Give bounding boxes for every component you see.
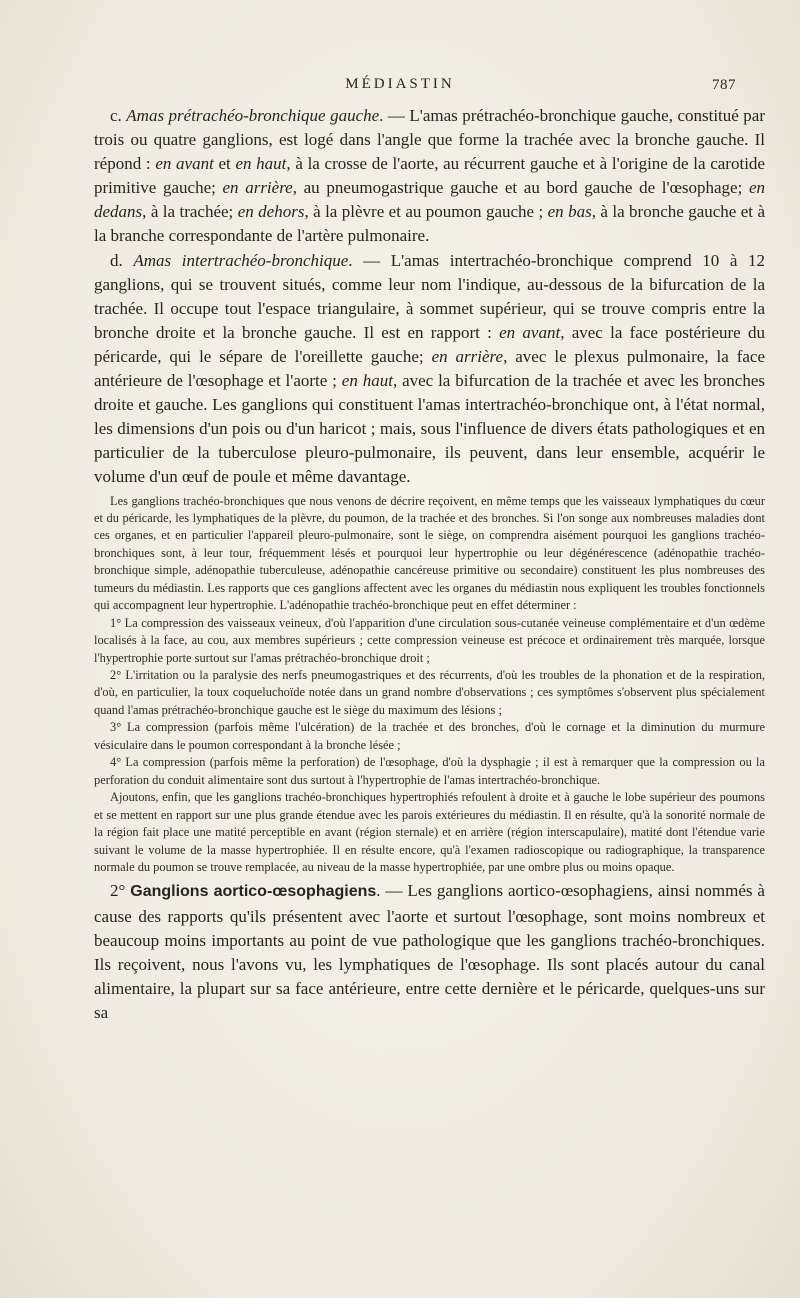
text-run-italic: en arrière	[431, 346, 504, 366]
paragraph-intertracheobronchial	[94, 249, 765, 490]
text-run-italic: en haut	[235, 154, 287, 174]
text-run: , à la trachée;	[142, 202, 238, 222]
text-run: c.	[110, 106, 127, 125]
text-run-italic: en dehors	[237, 202, 305, 222]
text-run: , à la bronche gauche et à la branche correspondante de l'artère pulmonaire.	[94, 202, 765, 246]
small-print-intro: Les ganglions trachéo-bronchiques que nous venons de décrire reçoivent, en même temps que les vaisseaux lymphatiques du cœur et du péricarde, les lymphatiques de la plèvre, du poumon, de la trachée et des bronches. Si l'on songe aux nombreuses maladies dont ces organes, et en particulier l'appareil pleuro-pulmonaire, sont le siège, on comprendra aisément pourquoi les ganglions trachéo-bronchiques sont, à leur tour, fréquemment lésés et pourquoi leur hypertrophie ou leur dégénérescence (adénopathie trachéo-bronchique simple, adénopathie tuberculeuse, adénopathie cancéreuse primitive ou secondaire) constituent les plus nombreuses des tumeurs du médiastin. Les rapports que ces ganglions affectent avec les organes du médiastin nous expliquent les troubles fonctionnels qui accompagnent leur hypertrophie. L'adénopathie trachéo-bronchique peut en effet déterminer :	[94, 493, 765, 613]
text-run: . — L'amas prétrachéo-bronchique gauche, constitué par trois ou quatre ganglions, est logé dans l'angle que forme la trachée avec la bronche gauche. Il répond :	[94, 106, 766, 174]
text-run-italic: en dedans	[94, 178, 765, 222]
text-run-italic: en avant	[499, 322, 561, 342]
small-print-item-4: 4° La compression (parfois même la perforation) de l'œsophage, d'où la dysphagie ; il est à remarquer que la compression ou la perforation du conduit alimentaire sont dus surtout à l'hypertrophie de l'amas intertrachéo-bronchique.	[94, 755, 765, 787]
text-run: , avec la bifurcation de la trachée et avec les bronches droite et gauche. Les ganglions qui constituent l'amas intertrachéo-bronchique ont, à l'état normal, les dimensions d'un pois ou d'un haricot ; mais, sous l'influence de divers états pathologiques et en particulier de la tuberculose pleuro-pulmonaire, ils peuvent, dans leur ensemble, acquérir le volume d'un œuf de poule et même davantage.	[94, 371, 765, 487]
section-title: Amas prétrachéo-bronchique gauche	[126, 106, 380, 125]
text-run: et	[213, 154, 236, 174]
text-run: . — L'amas intertrachéo-bronchique comprend 10 à 12 ganglions, qui se trouvent situés, comme leur nom l'indique, au-dessous de la bifurcation de la trachée. Il occupe tout l'espace triangulaire, à sommet supérieur, qui se trouve compris entre la bronche droite et la bronche gauche. Il est en rapport :	[94, 250, 766, 342]
small-print-closing: Ajoutons, enfin, que les ganglions trachéo-bronchiques hypertrophiés refoulent à droite et à gauche le lobe supérieur des poumons et se mettent en rapport sur une plus grande étendue avec les parois extérieures du médiastin. Il en résulte, qu'à la sonorité normale de la région fait place une matité perceptible en avant (région sternale) et en arrière (région interscapulaire), matité dont l'étendue varie suivant le volume de la masse hypertrophiée. Il en résulte encore, qu'à l'examen radioscopique ou radiographique, la transparence normale du poumon se trouve remplacée, au niveau de la masse hypertrophiée, par une ombre plus ou moins opaque.	[94, 790, 765, 875]
text-run: , au pneumogastrique gauche et au bord gauche de l'œsophage;	[292, 178, 749, 198]
text-run-italic: en avant	[155, 154, 214, 174]
section-title: Amas intertrachéo-bronchique	[133, 250, 349, 270]
paragraph-prebronchial-left	[94, 104, 765, 249]
text-run: d.	[110, 250, 134, 270]
small-print-item-2: 2° L'irritation ou la paralysie des nerfs pneumogastriques et des récurrents, d'où les troubles de la phonation et de la respiration, d'où, en particulier, la toux coqueluchoïde notée dans un grand nombre d'observations ; ces symptômes s'observent plus spécialement quand l'amas prétrachéo-bronchique gauche est le siège du maximum des lésions ;	[94, 668, 765, 717]
text-run: , avec le plexus pulmonaire, la face antérieure de l'œsophage et l'aorte ;	[94, 346, 765, 391]
text-run: . — Les ganglions aortico-œsophagiens, ainsi nommés à cause des rapports qu'ils présentent avec l'aorte et surtout l'œsophage, sont moins nombreux et beaucoup moins importants au point de vue pathologique que les ganglions trachéo-bronchiques. Ils reçoivent, nous l'avons vu, les lymphatiques de l'œsophage. Ils sont placés autour du canal alimentaire, la plupart sur sa face antérieure, entre cette dernière et le péricarde, quelques-uns sur sa	[94, 881, 765, 1022]
text-run: , avec la face postérieure du péricarde, qui le sépare de l'oreillette gauche;	[94, 322, 765, 366]
text-run-italic: en bas	[547, 202, 592, 222]
running-title: MÉDIASTIN	[345, 76, 455, 92]
text-run: , à la plèvre et au poumon gauche ;	[304, 202, 548, 222]
page-number: 787	[712, 77, 736, 93]
text-run-italic: en arrière	[222, 178, 293, 198]
small-print-item-1: 1° La compression des vaisseaux veineux, d'où l'apparition d'une circulation sous-cutanée veineuse complémentaire et d'un œdème localisés à la face, au cou, aux membres supérieurs ; cette compression veineuse est précoce et ordinairement très marquée, lorsque l'hypertrophie porte surtout sur l'amas prétrachéo-bronchique droit ;	[94, 615, 765, 665]
page-body	[94, 104, 765, 1025]
section-title: Ganglions aortico-œsophagiens	[130, 883, 377, 901]
paragraph-aortico-oesophageal	[94, 879, 765, 1025]
text-run: , à la crosse de l'aorte, au récurrent gauche et à l'origine de la carotide primitive gauche;	[94, 154, 765, 198]
text-run-italic: en haut	[341, 371, 393, 391]
section-number: 2°	[110, 881, 131, 901]
small-print-item-3: 3° La compression (parfois même l'ulcération) de la trachée et des bronches, d'où le cornage et la diminution du murmure vésiculaire dans le poumon correspondant à la bronche lésée ;	[94, 720, 765, 752]
